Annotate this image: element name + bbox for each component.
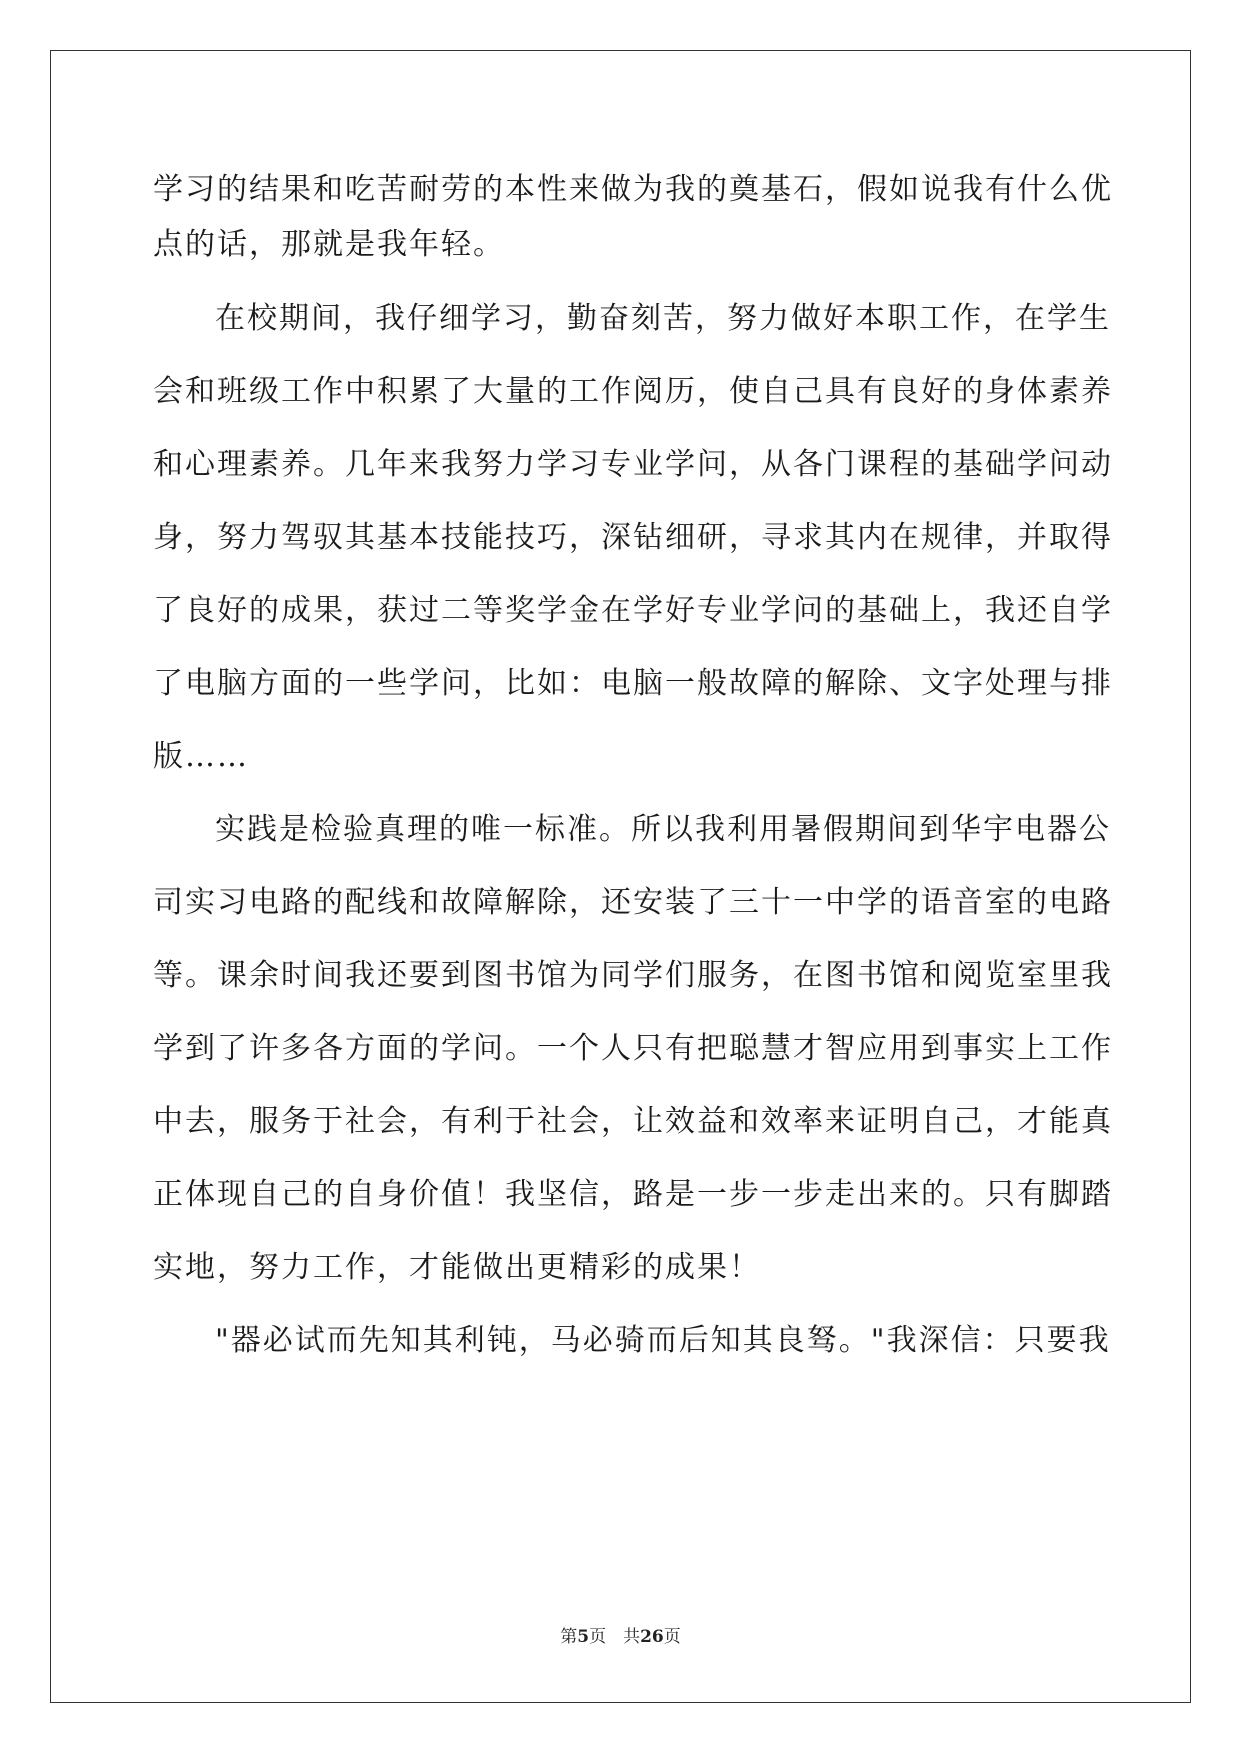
text-line: 在校期间，我仔细学习，勤奋刻苦，努力做好本职工作，在学生 xyxy=(215,301,1111,336)
text-line: 等。课余时间我还要到图书馆为同学们服务，在图书馆和阅览室里我 xyxy=(153,958,1113,993)
text-line: 正体现自己的自身价值！我坚信，路是一步一步走出来的。只有脚踏 xyxy=(153,1177,1113,1212)
text-line: 司实习电路的配线和故障解除，还安装了三十一中学的语音室的电路 xyxy=(153,885,1113,920)
footer-suffix: 页 xyxy=(663,1627,681,1647)
text-line: 学习的结果和吃苦耐劳的本性来做为我的奠基石，假如说我有什么优 xyxy=(153,172,1113,207)
text-line: 版…… xyxy=(153,739,249,774)
text-line: 实践是检验真理的唯一标准。所以我利用暑假期间到华宇电器公 xyxy=(215,812,1111,847)
text-line: 中去，服务于社会，有利于社会，让效益和效率来证明自己，才能真 xyxy=(153,1104,1113,1139)
text-line: 了电脑方面的一些学问，比如：电脑一般故障的解除、文字处理与排 xyxy=(153,666,1113,701)
text-line: 会和班级工作中积累了大量的工作阅历，使自己具有良好的身体素养 xyxy=(153,374,1113,409)
footer-middle: 页 共 xyxy=(589,1627,641,1647)
page-footer xyxy=(0,1622,1241,1647)
text-line: 点的话，那就是我年轻。 xyxy=(153,227,505,262)
text-line: 了良好的成果，获过二等奖学金在学好专业学问的基础上，我还自学 xyxy=(153,593,1113,628)
text-line: 身，努力驾驭其基本技能技巧，深钻细研，寻求其内在规律，并取得 xyxy=(153,520,1113,555)
text-line: 和心理素养。几年来我努力学习专业学问，从各门课程的基础学问动 xyxy=(153,447,1113,482)
text-line: 学到了许多各方面的学问。一个人只有把聪慧才智应用到事实上工作 xyxy=(153,1031,1113,1066)
text-line: "器必试而先知其利钝，马必骑而后知其良驽。"我深信：只要我 xyxy=(215,1323,1111,1358)
total-page-number: 26 xyxy=(640,1627,664,1647)
current-page-number: 5 xyxy=(577,1627,590,1647)
footer-prefix: 第 xyxy=(560,1627,578,1647)
text-line: 实地，努力工作，才能做出更精彩的成果！ xyxy=(153,1250,761,1285)
page-border xyxy=(50,50,1191,1703)
